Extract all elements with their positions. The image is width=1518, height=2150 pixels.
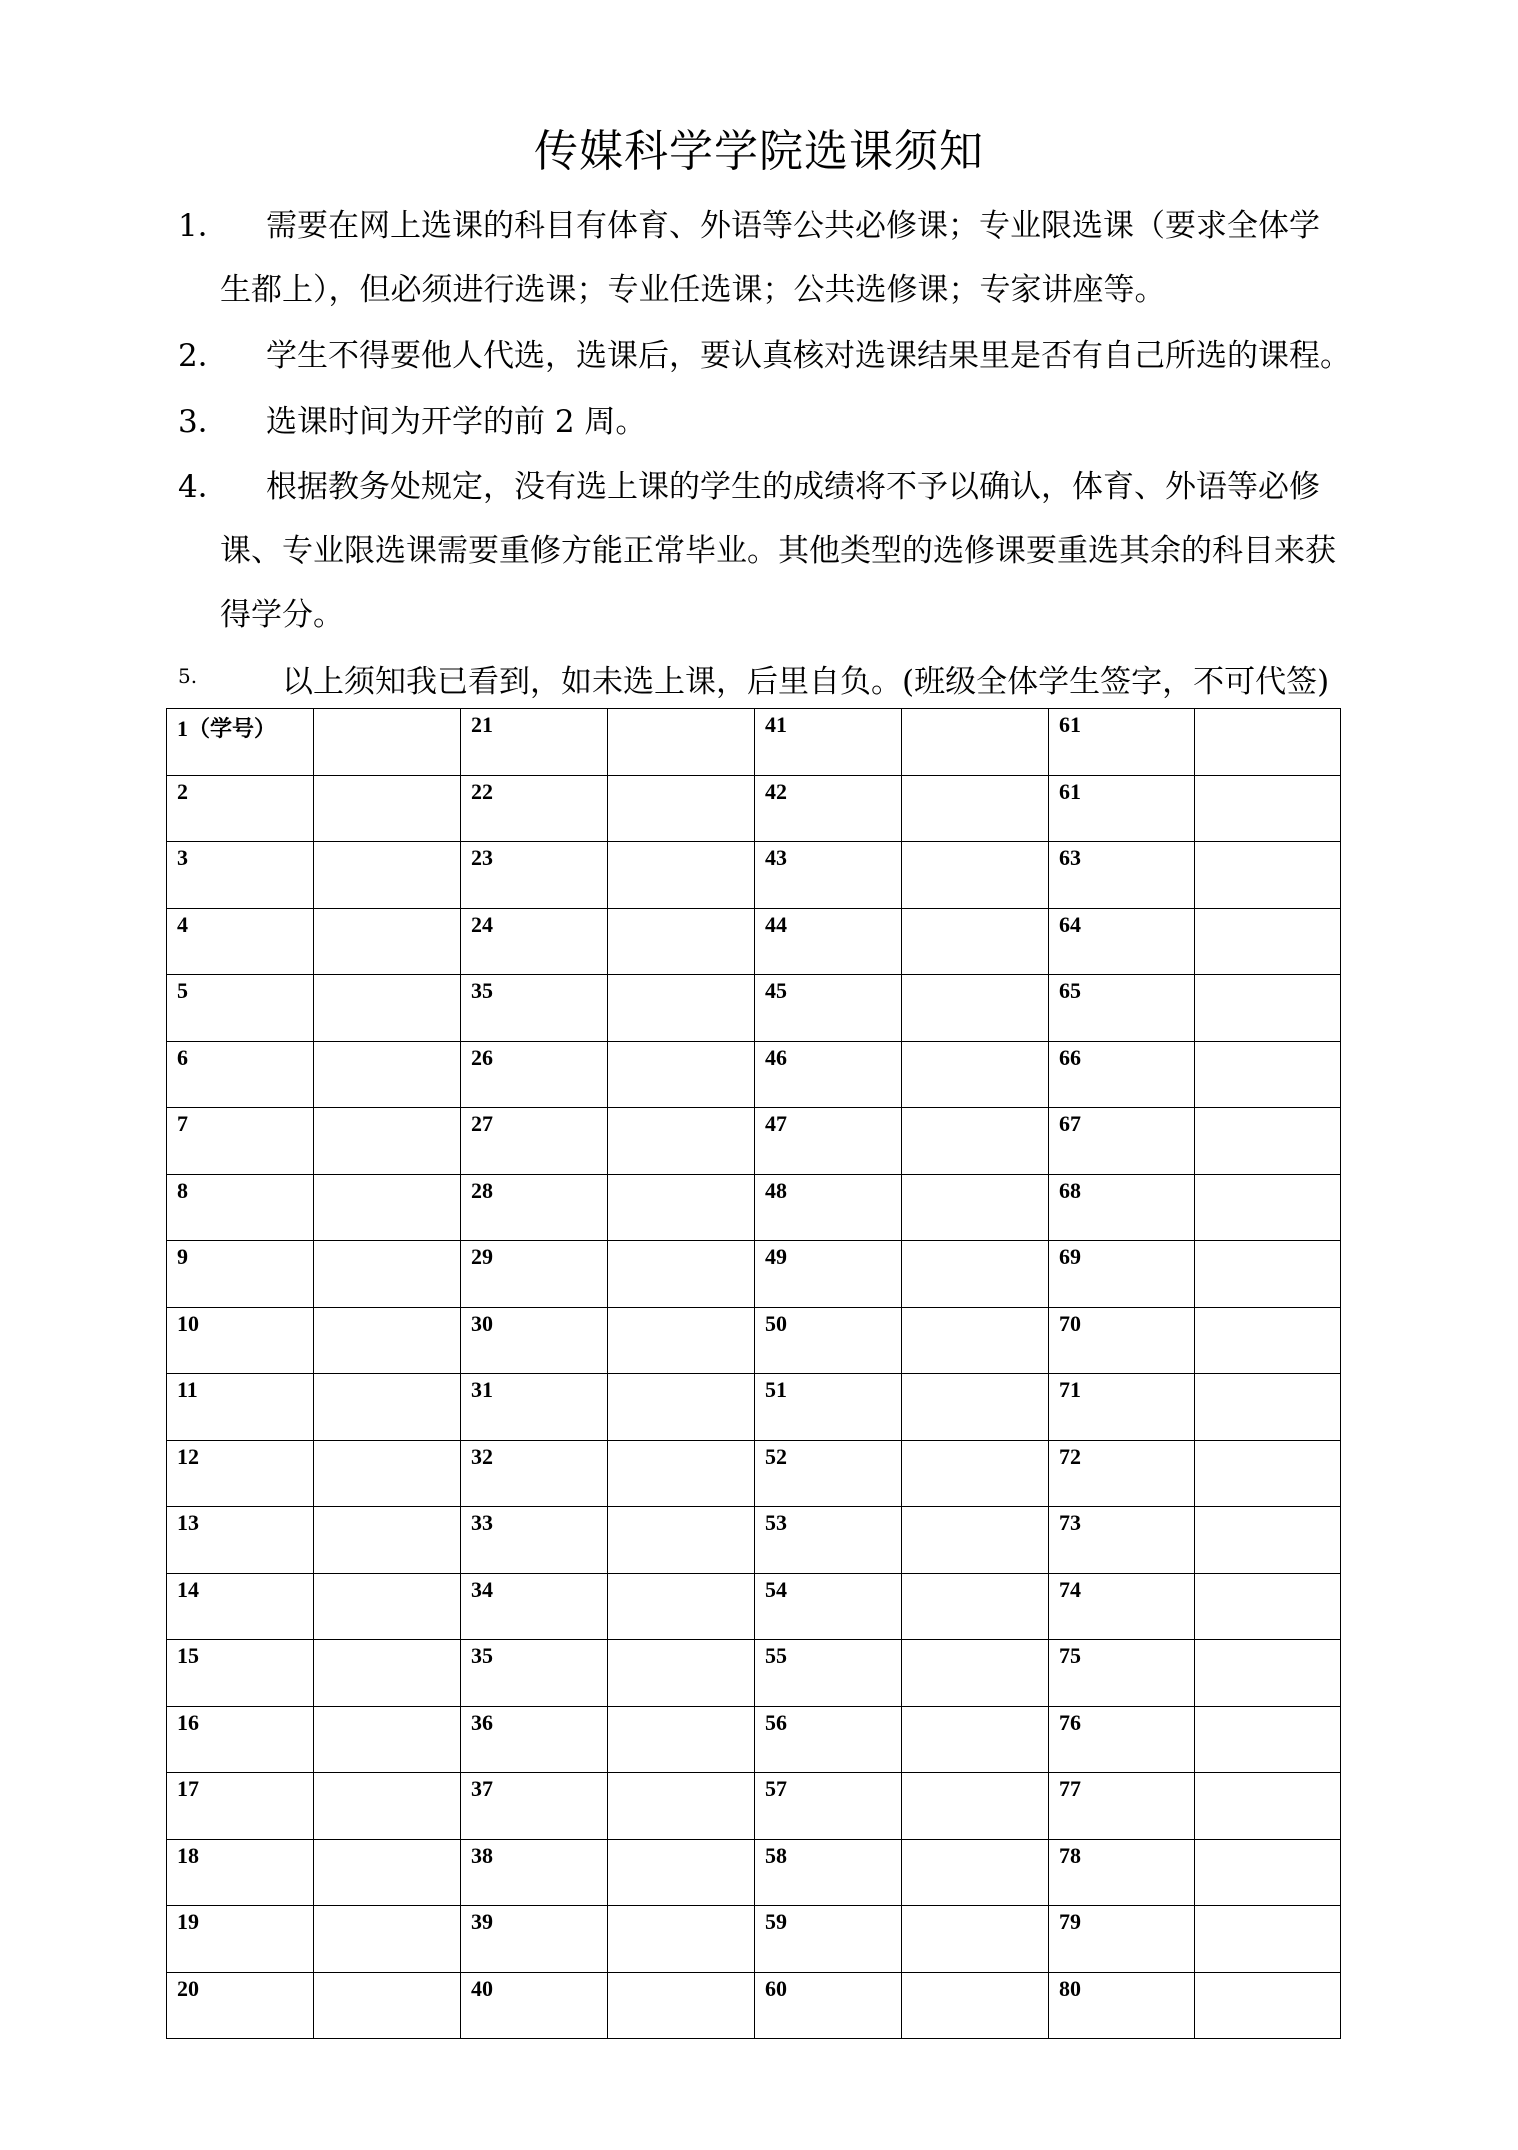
student-number-cell: 75: [1049, 1640, 1195, 1707]
signature-cell[interactable]: [608, 1640, 755, 1707]
table-row: [167, 775, 1341, 842]
student-number-cell: 70: [1049, 1307, 1195, 1374]
signature-cell[interactable]: [314, 1108, 461, 1175]
student-number-cell: 80: [1049, 1972, 1195, 2039]
table-row: [167, 1640, 1341, 1707]
student-number-cell: 19: [167, 1906, 314, 1973]
signature-cell[interactable]: [608, 1108, 755, 1175]
student-number-cell: 59: [755, 1906, 902, 1973]
signature-cell[interactable]: [1195, 1773, 1341, 1840]
signature-cell[interactable]: [314, 775, 461, 842]
signature-cell[interactable]: [314, 1241, 461, 1308]
item-number: 3．: [178, 404, 229, 440]
signature-cell[interactable]: [314, 1972, 461, 2039]
table-row: [167, 1041, 1341, 1108]
student-number-cell: 58: [755, 1839, 902, 1906]
table-row: [167, 1241, 1341, 1308]
signature-cell[interactable]: [608, 1972, 755, 2039]
student-number-cell: 57: [755, 1773, 902, 1840]
signature-cell[interactable]: [902, 1307, 1049, 1374]
student-number-cell: 64: [1049, 908, 1195, 975]
signature-cell[interactable]: [314, 1374, 461, 1441]
item-text-line: 根据教务处规定，没有选上课的学生的成绩将不予以确认，体育、外语等必修: [266, 469, 1320, 505]
signature-cell[interactable]: [902, 975, 1049, 1042]
student-number-cell: 8: [167, 1174, 314, 1241]
signature-cell[interactable]: [902, 775, 1049, 842]
student-number-cell: 73: [1049, 1507, 1195, 1574]
student-number-cell: 3: [167, 842, 314, 909]
student-number-cell: 61: [1049, 709, 1195, 776]
signature-cell[interactable]: [608, 842, 755, 909]
signature-cell[interactable]: [902, 1174, 1049, 1241]
student-number-cell: 63: [1049, 842, 1195, 909]
student-number-cell: 78: [1049, 1839, 1195, 1906]
student-number-cell: 44: [755, 908, 902, 975]
student-number-cell: 23: [461, 842, 608, 909]
table-row: [167, 842, 1341, 909]
signature-cell[interactable]: [1195, 1174, 1341, 1241]
student-number-cell: 71: [1049, 1374, 1195, 1441]
student-number-cell: 11: [167, 1374, 314, 1441]
signature-cell[interactable]: [1195, 908, 1341, 975]
student-number-cell: 49: [755, 1241, 902, 1308]
student-number-cell: 36: [461, 1706, 608, 1773]
student-number-cell: 34: [461, 1573, 608, 1640]
student-number-cell: 45: [755, 975, 902, 1042]
student-number-cell: 53: [755, 1507, 902, 1574]
table-row: [167, 1440, 1341, 1507]
student-number-cell: 17: [167, 1773, 314, 1840]
student-number-cell: 1（学号）: [167, 709, 314, 776]
student-number-cell: 35: [461, 1640, 608, 1707]
student-number-cell: 74: [1049, 1573, 1195, 1640]
item-number: 2．: [178, 338, 229, 374]
signature-cell[interactable]: [314, 1307, 461, 1374]
signature-cell[interactable]: [314, 842, 461, 909]
signature-cell[interactable]: [1195, 1241, 1341, 1308]
table-row: [167, 1972, 1341, 2039]
signature-cell[interactable]: [902, 1839, 1049, 1906]
signature-cell[interactable]: [902, 709, 1049, 776]
table-row: [167, 908, 1341, 975]
student-number-cell: 67: [1049, 1108, 1195, 1175]
student-number-cell: 26: [461, 1041, 608, 1108]
table-row: [167, 1906, 1341, 1973]
signature-cell[interactable]: [608, 1839, 755, 1906]
signature-cell[interactable]: [314, 1041, 461, 1108]
item-number: 5.: [178, 664, 198, 688]
signature-cell[interactable]: [608, 1374, 755, 1441]
student-number-cell: 29: [461, 1241, 608, 1308]
student-number-cell: 5: [167, 975, 314, 1042]
signature-cell[interactable]: [608, 1440, 755, 1507]
signature-cell[interactable]: [314, 709, 461, 776]
student-number-cell: 38: [461, 1839, 608, 1906]
student-number-cell: 21: [461, 709, 608, 776]
table-row: [167, 1839, 1341, 1906]
student-number-cell: 20: [167, 1972, 314, 2039]
item-text-line: 需要在网上选课的科目有体育、外语等公共必修课；专业限选课（要求全体学: [266, 208, 1320, 244]
signature-cell[interactable]: [608, 709, 755, 776]
signature-cell[interactable]: [902, 1640, 1049, 1707]
signature-cell[interactable]: [1195, 1374, 1341, 1441]
signature-cell[interactable]: [1195, 709, 1341, 776]
student-number-cell: 37: [461, 1773, 608, 1840]
table-row: [167, 1773, 1341, 1840]
student-number-cell: 22: [461, 775, 608, 842]
signature-cell[interactable]: [1195, 1573, 1341, 1640]
signature-cell[interactable]: [314, 1573, 461, 1640]
signature-cell[interactable]: [608, 1174, 755, 1241]
student-number-cell: 43: [755, 842, 902, 909]
signature-cell[interactable]: [608, 1307, 755, 1374]
signature-cell[interactable]: [608, 1573, 755, 1640]
signature-cell[interactable]: [1195, 1706, 1341, 1773]
signature-cell[interactable]: [608, 1507, 755, 1574]
table-row: [167, 1307, 1341, 1374]
signature-cell[interactable]: [608, 1906, 755, 1973]
table-row: [167, 1374, 1341, 1441]
page-title: 传媒科学学院选课须知: [534, 126, 984, 177]
signature-cell[interactable]: [1195, 1440, 1341, 1507]
student-number-cell: 56: [755, 1706, 902, 1773]
signature-cell[interactable]: [314, 1440, 461, 1507]
student-number-cell: 54: [755, 1573, 902, 1640]
signature-cell[interactable]: [314, 1507, 461, 1574]
signature-cell[interactable]: [608, 908, 755, 975]
table-row: [167, 1108, 1341, 1175]
signature-cell[interactable]: [902, 1906, 1049, 1973]
student-number-cell: 76: [1049, 1706, 1195, 1773]
student-number-cell: 13: [167, 1507, 314, 1574]
student-number-cell: 35: [461, 975, 608, 1042]
student-number-cell: 31: [461, 1374, 608, 1441]
item-number: 4．: [178, 469, 229, 505]
signature-cell[interactable]: [314, 1174, 461, 1241]
signature-cell[interactable]: [1195, 1041, 1341, 1108]
student-number-cell: 79: [1049, 1906, 1195, 1973]
student-number-cell: 68: [1049, 1174, 1195, 1241]
student-number-cell: 66: [1049, 1041, 1195, 1108]
student-number-cell: 4: [167, 908, 314, 975]
student-number-cell: 52: [755, 1440, 902, 1507]
student-number-cell: 18: [167, 1839, 314, 1906]
student-number-cell: 33: [461, 1507, 608, 1574]
signature-cell[interactable]: [1195, 975, 1341, 1042]
item-text-line: 得学分。: [220, 597, 344, 633]
student-number-cell: 60: [755, 1972, 902, 2039]
signature-cell[interactable]: [608, 1706, 755, 1773]
student-number-cell: 27: [461, 1108, 608, 1175]
student-number-cell: 6: [167, 1041, 314, 1108]
signature-cell[interactable]: [1195, 1108, 1341, 1175]
signature-cell[interactable]: [1195, 775, 1341, 842]
student-number-cell: 15: [167, 1640, 314, 1707]
item-text-line: 学生不得要他人代选，选课后，要认真核对选课结果里是否有自己所选的课程。: [266, 338, 1351, 374]
table-row: [167, 709, 1341, 776]
signature-cell[interactable]: [902, 1241, 1049, 1308]
student-number-cell: 61: [1049, 775, 1195, 842]
table-row: [167, 1174, 1341, 1241]
signature-cell[interactable]: [1195, 1307, 1341, 1374]
student-number-cell: 28: [461, 1174, 608, 1241]
item-number: 1．: [178, 208, 229, 244]
signature-cell[interactable]: [902, 1440, 1049, 1507]
signature-cell[interactable]: [608, 1041, 755, 1108]
signature-cell[interactable]: [608, 975, 755, 1042]
student-number-cell: 30: [461, 1307, 608, 1374]
student-number-cell: 9: [167, 1241, 314, 1308]
student-number-cell: 41: [755, 709, 902, 776]
student-number-cell: 10: [167, 1307, 314, 1374]
table-row: [167, 1706, 1341, 1773]
student-number-cell: 39: [461, 1906, 608, 1973]
student-number-cell: 16: [167, 1706, 314, 1773]
signature-cell[interactable]: [1195, 1640, 1341, 1707]
signature-cell[interactable]: [902, 842, 1049, 909]
table-row: [167, 1573, 1341, 1640]
signature-cell[interactable]: [1195, 842, 1341, 909]
student-number-cell: 50: [755, 1307, 902, 1374]
signature-cell[interactable]: [1195, 1906, 1341, 1973]
student-number-cell: 2: [167, 775, 314, 842]
signature-cell[interactable]: [902, 1706, 1049, 1773]
signature-cell[interactable]: [314, 908, 461, 975]
signature-cell[interactable]: [314, 1706, 461, 1773]
student-number-cell: 12: [167, 1440, 314, 1507]
student-number-cell: 42: [755, 775, 902, 842]
signature-cell[interactable]: [314, 975, 461, 1042]
student-number-cell: 14: [167, 1573, 314, 1640]
student-number-cell: 55: [755, 1640, 902, 1707]
item-text-line: 课、专业限选课需要重修方能正常毕业。其他类型的选修课要重选其余的科目来获: [220, 533, 1336, 569]
signature-cell[interactable]: [608, 1773, 755, 1840]
signature-cell[interactable]: [1195, 1972, 1341, 2039]
student-number-cell: 77: [1049, 1773, 1195, 1840]
signature-cell[interactable]: [902, 1041, 1049, 1108]
table-row: [167, 975, 1341, 1042]
signature-cell[interactable]: [1195, 1839, 1341, 1906]
student-number-cell: 72: [1049, 1440, 1195, 1507]
signature-cell[interactable]: [1195, 1507, 1341, 1574]
student-number-cell: 7: [167, 1108, 314, 1175]
signature-cell[interactable]: [902, 1108, 1049, 1175]
signature-cell[interactable]: [902, 1573, 1049, 1640]
table-row: [167, 1507, 1341, 1574]
student-number-cell: 32: [461, 1440, 608, 1507]
signature-cell[interactable]: [608, 775, 755, 842]
student-number-cell: 69: [1049, 1241, 1195, 1308]
signature-cell[interactable]: [902, 1972, 1049, 2039]
student-number-cell: 51: [755, 1374, 902, 1441]
student-number-cell: 47: [755, 1108, 902, 1175]
signature-cell[interactable]: [608, 1241, 755, 1308]
student-number-cell: 48: [755, 1174, 902, 1241]
student-number-cell: 65: [1049, 975, 1195, 1042]
signature-cell[interactable]: [314, 1773, 461, 1840]
item-text-line: 以上须知我已看到，如未选上课，后里自负。(班级全体学生签字，不可代签): [282, 664, 1330, 700]
item-text-line: 选课时间为开学的前 2 周。: [266, 404, 647, 440]
signature-cell[interactable]: [902, 1773, 1049, 1840]
student-number-cell: 46: [755, 1041, 902, 1108]
signature-cell[interactable]: [314, 1640, 461, 1707]
signature-roster-table: [166, 708, 1341, 2039]
signature-cell[interactable]: [902, 908, 1049, 975]
signature-cell[interactable]: [314, 1839, 461, 1906]
student-number-cell: 24: [461, 908, 608, 975]
signature-cell[interactable]: [902, 1374, 1049, 1441]
student-number-cell: 40: [461, 1972, 608, 2039]
item-text-line: 生都上），但必须进行选课；专业任选课；公共选修课；专家讲座等。: [220, 272, 1166, 308]
signature-cell[interactable]: [314, 1906, 461, 1973]
signature-cell[interactable]: [902, 1507, 1049, 1574]
